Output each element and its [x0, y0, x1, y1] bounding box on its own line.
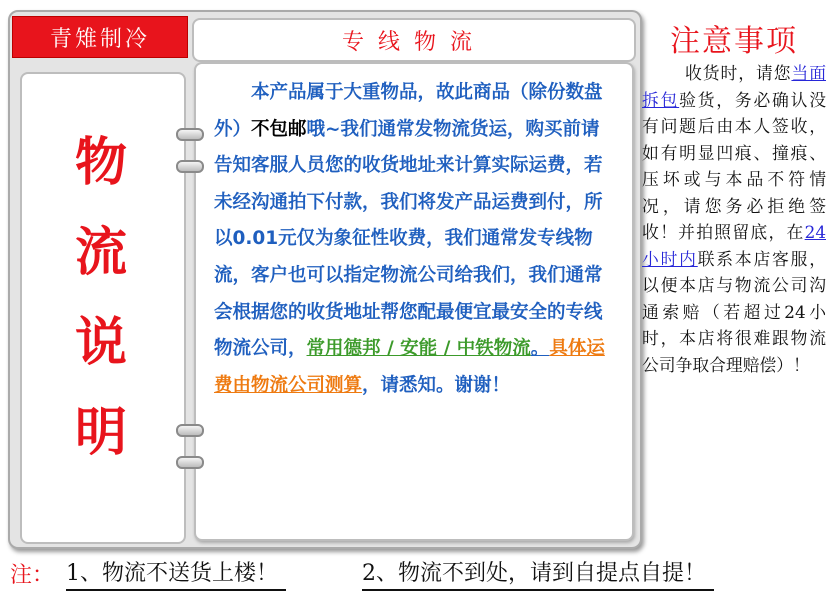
title-char: 明: [74, 403, 127, 463]
binder-ring-icon: [176, 424, 204, 437]
carriers-link: 常用德邦 / 安能 / 中铁物流: [306, 338, 531, 360]
notice-text-3: 联系本店客服，以便本店与物流公司沟通索赔（若超过24小时，本店将很难跟物流公司争取合理赔偿）！: [642, 248, 826, 375]
title-char: 流: [74, 223, 127, 283]
body-text-1: 本产品属于大重物品，故此商品（除份数盘外）: [214, 82, 603, 140]
body-text-3: ，请悉知。谢谢！: [362, 374, 511, 396]
separator: 。: [530, 338, 550, 360]
brand-label: 青雉制冷: [12, 16, 188, 58]
section-header: 专线物流: [192, 18, 636, 62]
notice-text-1: 收货时，请您: [684, 63, 792, 83]
shipping-description: [214, 75, 614, 404]
notice-title: 注意事项: [670, 24, 798, 59]
binder-ring-icon: [176, 128, 204, 141]
title-char: 物: [74, 133, 127, 193]
title-char: 说: [74, 313, 127, 373]
notice-text-2: 验货，务必确认没有问题后由本人签收，如有明显凹痕、撞痕、压坏或与本品不符情况，请您务必拒绝签收！并拍照留底，在: [642, 89, 826, 242]
binder-ring-icon: [176, 456, 204, 469]
vertical-title: [22, 118, 180, 478]
body-text-2: 哦~我们通常发物流货运，购买前请告知客服人员您的收货地址来计算实际运费，若未经沟通拍下付款，我们将发产品运费到付，所以0.01元仅为象征性收费，我们通常发专线物流，客户也可以指定物流公司给我们，我们通常会根据您的收货地址帮您配最便宜最安全的专线物流公司，: [214, 118, 603, 360]
footer-note-1: 1、物流不送货上楼！: [66, 556, 286, 591]
no-free-shipping: 不包邮: [251, 118, 307, 140]
freight-note: 具体运费由物流公司测算: [214, 338, 605, 396]
inspect-link[interactable]: 当面拆包: [642, 63, 826, 110]
notice-text: [642, 60, 826, 378]
footer-label: 注：: [10, 563, 55, 588]
within-24h-link[interactable]: 24小时内: [642, 222, 826, 269]
footer-note-2: 2、物流不到处，请到自提点自提！: [362, 556, 714, 591]
binder-ring-icon: [176, 160, 204, 173]
